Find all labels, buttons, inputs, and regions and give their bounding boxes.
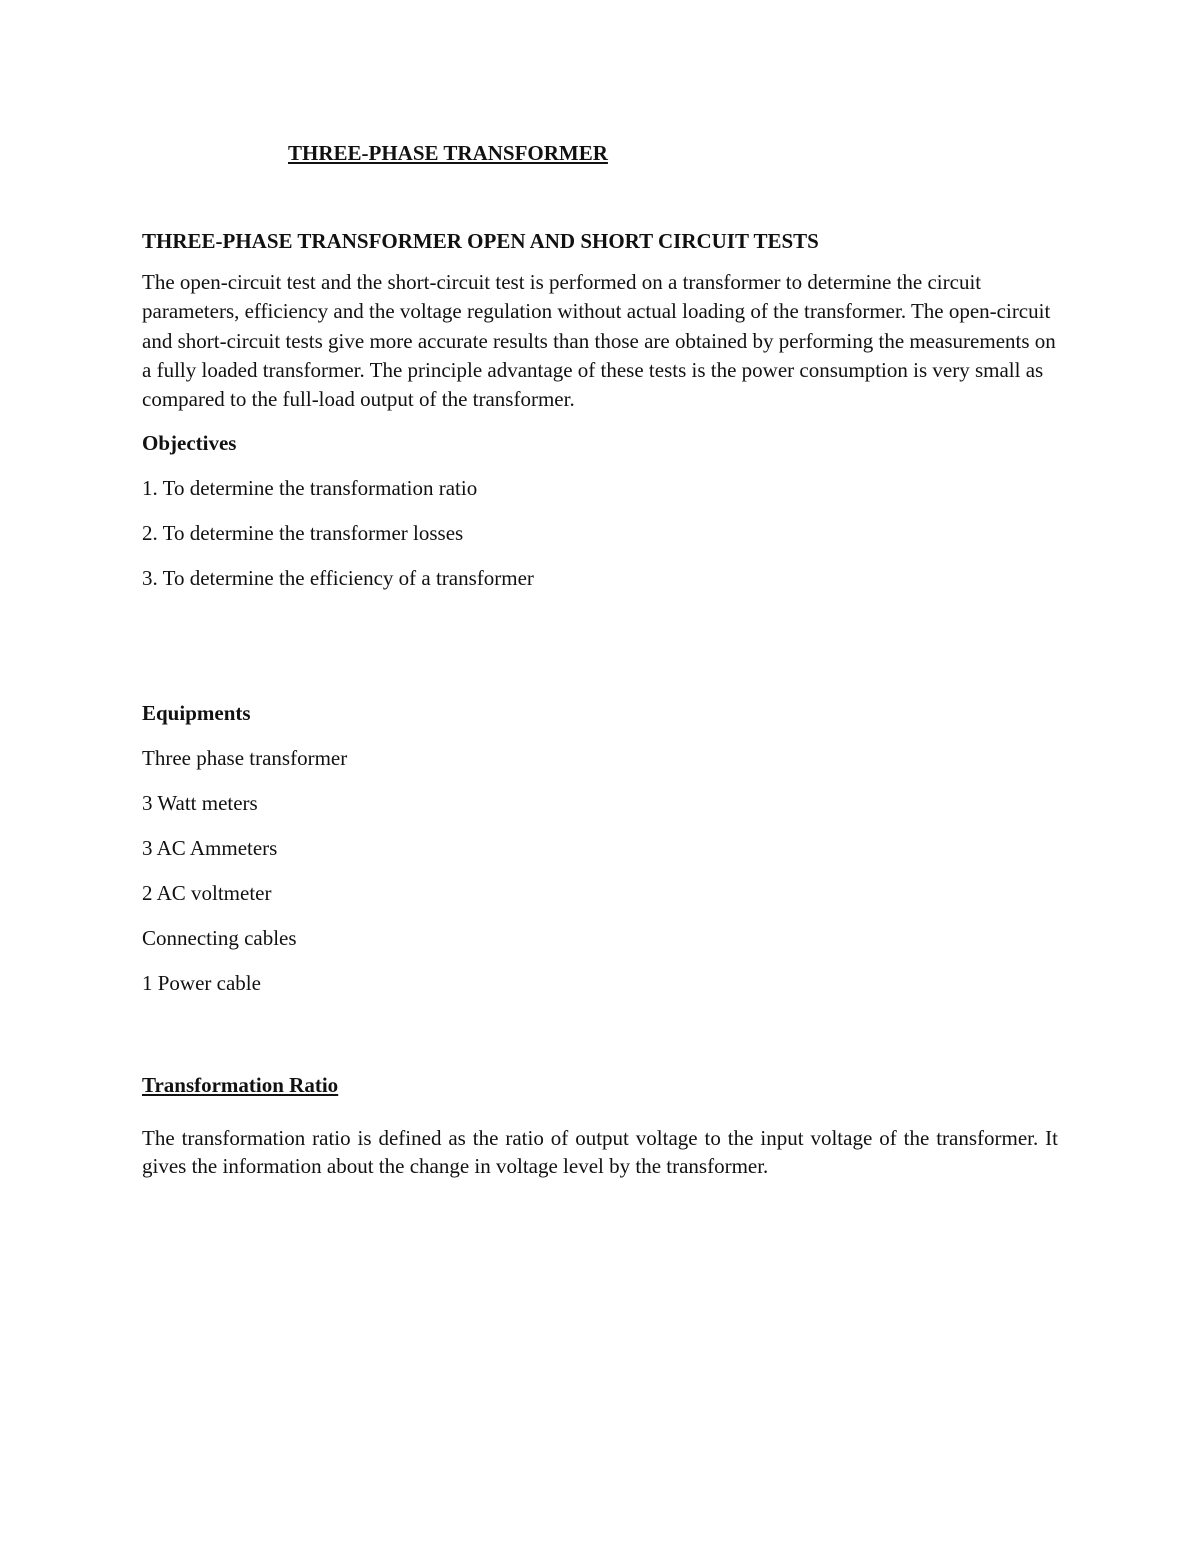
- objectives-list: [142, 473, 1058, 593]
- document-body: [142, 138, 1058, 1180]
- objective-item: 3. To determine the efficiency of a transformer: [142, 566, 534, 591]
- transformation-ratio-heading: Transformation Ratio: [142, 1073, 339, 1098]
- document-title: THREE-PHASE TRANSFORMER: [288, 141, 608, 165]
- objectives-heading: Objectives: [142, 431, 237, 456]
- objective-item: 1. To determine the transformation ratio: [142, 476, 478, 501]
- intro-paragraph: The open-circuit test and the short-circuit test is performed on a transformer to determine the circuit parameters, efficiency and the voltage regulation without actual loading of the transformer. The open-circuit and short-circuit tests give more accurate results than those are obtained by performing the measurements on a fully loaded transformer. The principle advantage of these tests is the power consumption is very small as compared to the full-load output of the transformer.: [142, 270, 1056, 412]
- equipment-item: 3 AC Ammeters: [142, 836, 278, 861]
- equipment-item: 3 Watt meters: [142, 791, 258, 816]
- equipment-item: Connecting cables: [142, 926, 297, 951]
- equipments-list: [142, 743, 1058, 998]
- transformation-ratio-paragraph: The transformation ratio is defined as the ratio of output voltage to the input voltage of the transformer. It gives the information about the change in voltage level by the transformer.: [142, 1126, 1058, 1179]
- equipments-heading: Equipments: [142, 701, 251, 726]
- section-heading: THREE-PHASE TRANSFORMER OPEN AND SHORT CIRCUIT TESTS: [142, 229, 819, 253]
- equipment-item: Three phase transformer: [142, 746, 348, 771]
- objective-item: 2. To determine the transformer losses: [142, 521, 464, 546]
- equipment-item: 1 Power cable: [142, 971, 261, 996]
- equipment-item: 2 AC voltmeter: [142, 881, 272, 906]
